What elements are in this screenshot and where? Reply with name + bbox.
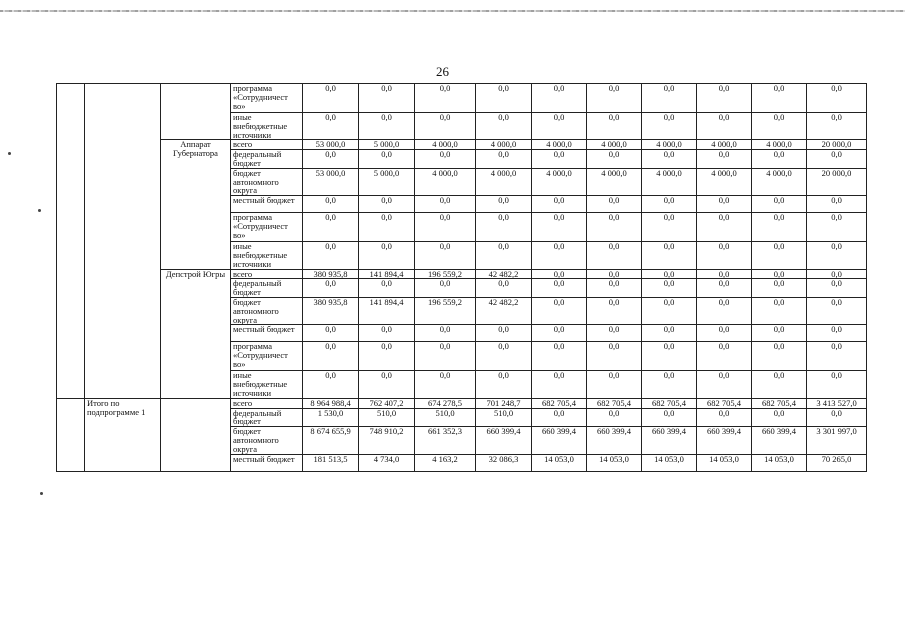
value-cell: 0,0 — [752, 196, 807, 213]
value-cell: 0,0 — [415, 325, 476, 342]
value-cell: 4 000,0 — [476, 140, 532, 150]
scan-top-border — [0, 10, 905, 12]
value-cell: 4 734,0 — [359, 454, 415, 471]
funding-source-label: бюджет автономного округа — [231, 168, 303, 195]
value-cell: 4 000,0 — [642, 168, 697, 195]
value-cell: 0,0 — [415, 371, 476, 398]
value-cell: 0,0 — [303, 113, 359, 140]
value-cell: 0,0 — [587, 297, 642, 324]
value-cell: 20 000,0 — [807, 168, 867, 195]
value-cell: 0,0 — [642, 269, 697, 279]
value-cell: 3 301 997,0 — [807, 427, 867, 454]
funding-source-label: местный бюджет — [231, 196, 303, 213]
funding-source-label: всего — [231, 140, 303, 150]
value-cell: 141 894,4 — [359, 269, 415, 279]
value-cell: 4 000,0 — [415, 168, 476, 195]
value-cell: 0,0 — [476, 325, 532, 342]
value-cell: 660 399,4 — [697, 427, 752, 454]
funding-source-label: иные внебюджетные источники — [231, 242, 303, 269]
value-cell: 0,0 — [476, 279, 532, 298]
value-cell: 4 000,0 — [752, 140, 807, 150]
value-cell: 1 530,0 — [303, 408, 359, 427]
value-cell: 0,0 — [697, 297, 752, 324]
value-cell: 0,0 — [642, 242, 697, 269]
budget-table-body — [57, 84, 867, 472]
funding-source-label: бюджет автономного округа — [231, 427, 303, 454]
funding-source-label: федеральный бюджет — [231, 408, 303, 427]
value-cell: 0,0 — [359, 213, 415, 242]
table-row — [57, 140, 867, 150]
value-cell: 0,0 — [697, 196, 752, 213]
value-cell: 14 053,0 — [752, 454, 807, 471]
value-cell: 0,0 — [359, 325, 415, 342]
value-cell: 0,0 — [807, 84, 867, 113]
value-cell: 32 086,3 — [476, 454, 532, 471]
value-cell: 0,0 — [807, 325, 867, 342]
value-cell: 0,0 — [752, 325, 807, 342]
value-cell: 660 399,4 — [476, 427, 532, 454]
value-cell: 0,0 — [587, 150, 642, 169]
value-cell: 510,0 — [415, 408, 476, 427]
value-cell: 0,0 — [303, 150, 359, 169]
funding-source-label: местный бюджет — [231, 454, 303, 471]
funding-source-label: программа «Сотрудничест во» — [231, 84, 303, 113]
value-cell: 0,0 — [587, 371, 642, 398]
value-cell: 0,0 — [697, 84, 752, 113]
value-cell: 196 559,2 — [415, 297, 476, 324]
value-cell: 0,0 — [359, 113, 415, 140]
value-cell: 0,0 — [697, 213, 752, 242]
funding-source-label: федеральный бюджет — [231, 150, 303, 169]
value-cell: 5 000,0 — [359, 168, 415, 195]
value-cell: 0,0 — [697, 371, 752, 398]
value-cell: 674 278,5 — [415, 398, 476, 408]
value-cell: 0,0 — [587, 84, 642, 113]
value-cell: 0,0 — [587, 213, 642, 242]
value-cell: 0,0 — [752, 213, 807, 242]
funding-source-label: бюджет автономного округа — [231, 297, 303, 324]
value-cell: 0,0 — [532, 269, 587, 279]
value-cell: 380 935,8 — [303, 269, 359, 279]
value-cell: 0,0 — [415, 113, 476, 140]
value-cell: 141 894,4 — [359, 297, 415, 324]
value-cell: 0,0 — [807, 279, 867, 298]
value-cell: 0,0 — [476, 196, 532, 213]
value-cell: 0,0 — [476, 113, 532, 140]
value-cell: 0,0 — [303, 84, 359, 113]
value-cell: 0,0 — [532, 325, 587, 342]
value-cell: 0,0 — [642, 408, 697, 427]
value-cell: 42 482,2 — [476, 269, 532, 279]
value-cell: 682 705,4 — [752, 398, 807, 408]
value-cell: 0,0 — [415, 342, 476, 371]
value-cell: 0,0 — [697, 269, 752, 279]
value-cell: 0,0 — [697, 408, 752, 427]
budget-table — [56, 83, 867, 472]
value-cell: 0,0 — [642, 150, 697, 169]
value-cell: 0,0 — [359, 279, 415, 298]
value-cell: 14 053,0 — [642, 454, 697, 471]
value-cell: 682 705,4 — [697, 398, 752, 408]
value-cell: 0,0 — [642, 325, 697, 342]
table-row — [57, 269, 867, 279]
value-cell: 70 265,0 — [807, 454, 867, 471]
value-cell: 661 352,3 — [415, 427, 476, 454]
value-cell: 0,0 — [532, 279, 587, 298]
value-cell: 0,0 — [697, 113, 752, 140]
value-cell: 0,0 — [303, 279, 359, 298]
value-cell: 0,0 — [415, 150, 476, 169]
value-cell: 0,0 — [697, 150, 752, 169]
value-cell: 0,0 — [532, 213, 587, 242]
value-cell: 682 705,4 — [532, 398, 587, 408]
value-cell: 0,0 — [303, 371, 359, 398]
value-cell: 0,0 — [807, 342, 867, 371]
value-cell: 0,0 — [303, 342, 359, 371]
value-cell: 0,0 — [807, 242, 867, 269]
value-cell: 42 482,2 — [476, 297, 532, 324]
value-cell: 0,0 — [807, 408, 867, 427]
funding-source-label: иные внебюджетные источники — [231, 113, 303, 140]
value-cell: 510,0 — [476, 408, 532, 427]
value-cell: 0,0 — [752, 242, 807, 269]
value-cell: 0,0 — [476, 84, 532, 113]
scan-speck — [8, 152, 11, 155]
value-cell: 0,0 — [587, 408, 642, 427]
value-cell: 748 910,2 — [359, 427, 415, 454]
value-cell: 0,0 — [359, 242, 415, 269]
funding-source-label: программа «Сотрудничест во» — [231, 213, 303, 242]
value-cell: 53 000,0 — [303, 140, 359, 150]
value-cell: 0,0 — [752, 342, 807, 371]
value-cell: 0,0 — [642, 297, 697, 324]
value-cell: 4 000,0 — [587, 140, 642, 150]
value-cell: 0,0 — [752, 150, 807, 169]
value-cell: 0,0 — [587, 325, 642, 342]
value-cell: 0,0 — [807, 150, 867, 169]
executor-cell: Аппарат Губернатора — [161, 140, 231, 269]
value-cell: 762 407,2 — [359, 398, 415, 408]
value-cell: 0,0 — [303, 325, 359, 342]
value-cell: 0,0 — [807, 371, 867, 398]
value-cell: 701 248,7 — [476, 398, 532, 408]
value-cell: 0,0 — [697, 279, 752, 298]
value-cell: 0,0 — [476, 150, 532, 169]
value-cell: 0,0 — [532, 371, 587, 398]
value-cell: 4 163,2 — [415, 454, 476, 471]
value-cell: 0,0 — [752, 113, 807, 140]
value-cell: 0,0 — [642, 342, 697, 371]
value-cell: 0,0 — [752, 297, 807, 324]
program-column-cell — [57, 84, 85, 399]
value-cell: 0,0 — [532, 242, 587, 269]
funding-source-label: всего — [231, 269, 303, 279]
value-cell: 380 935,8 — [303, 297, 359, 324]
value-cell: 196 559,2 — [415, 269, 476, 279]
value-cell: 0,0 — [415, 279, 476, 298]
value-cell: 4 000,0 — [415, 140, 476, 150]
value-cell: 0,0 — [587, 269, 642, 279]
value-cell: 660 399,4 — [642, 427, 697, 454]
value-cell: 0,0 — [303, 196, 359, 213]
value-cell: 0,0 — [303, 242, 359, 269]
value-cell: 4 000,0 — [752, 168, 807, 195]
value-cell: 0,0 — [752, 371, 807, 398]
value-cell: 0,0 — [532, 196, 587, 213]
value-cell: 14 053,0 — [697, 454, 752, 471]
value-cell: 0,0 — [752, 408, 807, 427]
value-cell: 0,0 — [359, 84, 415, 113]
value-cell: 682 705,4 — [642, 398, 697, 408]
value-cell: 0,0 — [587, 196, 642, 213]
value-cell: 0,0 — [587, 279, 642, 298]
value-cell: 0,0 — [642, 371, 697, 398]
value-cell: 53 000,0 — [303, 168, 359, 195]
value-cell: 660 399,4 — [752, 427, 807, 454]
executor-cell — [161, 84, 231, 140]
value-cell: 0,0 — [415, 84, 476, 113]
executor-cell: Депстрой Югры — [161, 269, 231, 398]
value-cell: 0,0 — [476, 371, 532, 398]
value-cell: 0,0 — [303, 213, 359, 242]
value-cell: 0,0 — [476, 213, 532, 242]
value-cell: 14 053,0 — [587, 454, 642, 471]
value-cell: 0,0 — [642, 279, 697, 298]
value-cell: 20 000,0 — [807, 140, 867, 150]
value-cell: 0,0 — [359, 150, 415, 169]
value-cell: 4 000,0 — [697, 168, 752, 195]
value-cell: 0,0 — [587, 113, 642, 140]
value-cell: 0,0 — [476, 342, 532, 371]
value-cell: 0,0 — [642, 196, 697, 213]
value-cell: 4 000,0 — [697, 140, 752, 150]
value-cell: 0,0 — [752, 84, 807, 113]
value-cell: 0,0 — [642, 84, 697, 113]
value-cell: 0,0 — [476, 242, 532, 269]
value-cell: 682 705,4 — [587, 398, 642, 408]
total-executor-cell — [161, 398, 231, 471]
task-column-cell — [85, 84, 161, 399]
funding-source-label: иные внебюджетные источники — [231, 371, 303, 398]
value-cell: 0,0 — [532, 297, 587, 324]
value-cell: 0,0 — [807, 113, 867, 140]
scan-speck — [40, 492, 43, 495]
value-cell: 0,0 — [359, 371, 415, 398]
value-cell: 4 000,0 — [532, 140, 587, 150]
value-cell: 510,0 — [359, 408, 415, 427]
value-cell: 0,0 — [415, 242, 476, 269]
value-cell: 4 000,0 — [532, 168, 587, 195]
value-cell: 0,0 — [532, 84, 587, 113]
funding-source-label: программа «Сотрудничест во» — [231, 342, 303, 371]
value-cell: 0,0 — [807, 196, 867, 213]
value-cell: 0,0 — [587, 342, 642, 371]
value-cell: 5 000,0 — [359, 140, 415, 150]
value-cell: 0,0 — [532, 342, 587, 371]
table-row — [57, 84, 867, 113]
table-row — [57, 398, 867, 408]
value-cell: 0,0 — [697, 342, 752, 371]
funding-source-label: всего — [231, 398, 303, 408]
value-cell: 8 674 655,9 — [303, 427, 359, 454]
total-spacer-cell — [57, 398, 85, 471]
value-cell: 0,0 — [532, 150, 587, 169]
page-number: 26 — [436, 64, 449, 79]
value-cell: 0,0 — [697, 325, 752, 342]
total-label: Итого по подпрограмме 1 — [85, 398, 161, 471]
value-cell: 660 399,4 — [587, 427, 642, 454]
value-cell: 0,0 — [807, 213, 867, 242]
funding-source-label: местный бюджет — [231, 325, 303, 342]
value-cell: 660 399,4 — [532, 427, 587, 454]
value-cell: 0,0 — [359, 196, 415, 213]
value-cell: 0,0 — [752, 269, 807, 279]
value-cell: 0,0 — [415, 196, 476, 213]
value-cell: 0,0 — [415, 213, 476, 242]
scan-speck — [38, 209, 41, 212]
value-cell: 4 000,0 — [642, 140, 697, 150]
value-cell: 0,0 — [642, 113, 697, 140]
value-cell: 0,0 — [587, 242, 642, 269]
value-cell: 4 000,0 — [476, 168, 532, 195]
value-cell: 181 513,5 — [303, 454, 359, 471]
value-cell: 0,0 — [807, 269, 867, 279]
value-cell: 0,0 — [532, 408, 587, 427]
value-cell: 0,0 — [642, 213, 697, 242]
value-cell: 0,0 — [752, 279, 807, 298]
value-cell: 0,0 — [532, 113, 587, 140]
value-cell: 3 413 527,0 — [807, 398, 867, 408]
value-cell: 0,0 — [697, 242, 752, 269]
value-cell: 14 053,0 — [532, 454, 587, 471]
value-cell: 0,0 — [359, 342, 415, 371]
value-cell: 4 000,0 — [587, 168, 642, 195]
value-cell: 0,0 — [807, 297, 867, 324]
funding-source-label: федеральный бюджет — [231, 279, 303, 298]
value-cell: 8 964 988,4 — [303, 398, 359, 408]
